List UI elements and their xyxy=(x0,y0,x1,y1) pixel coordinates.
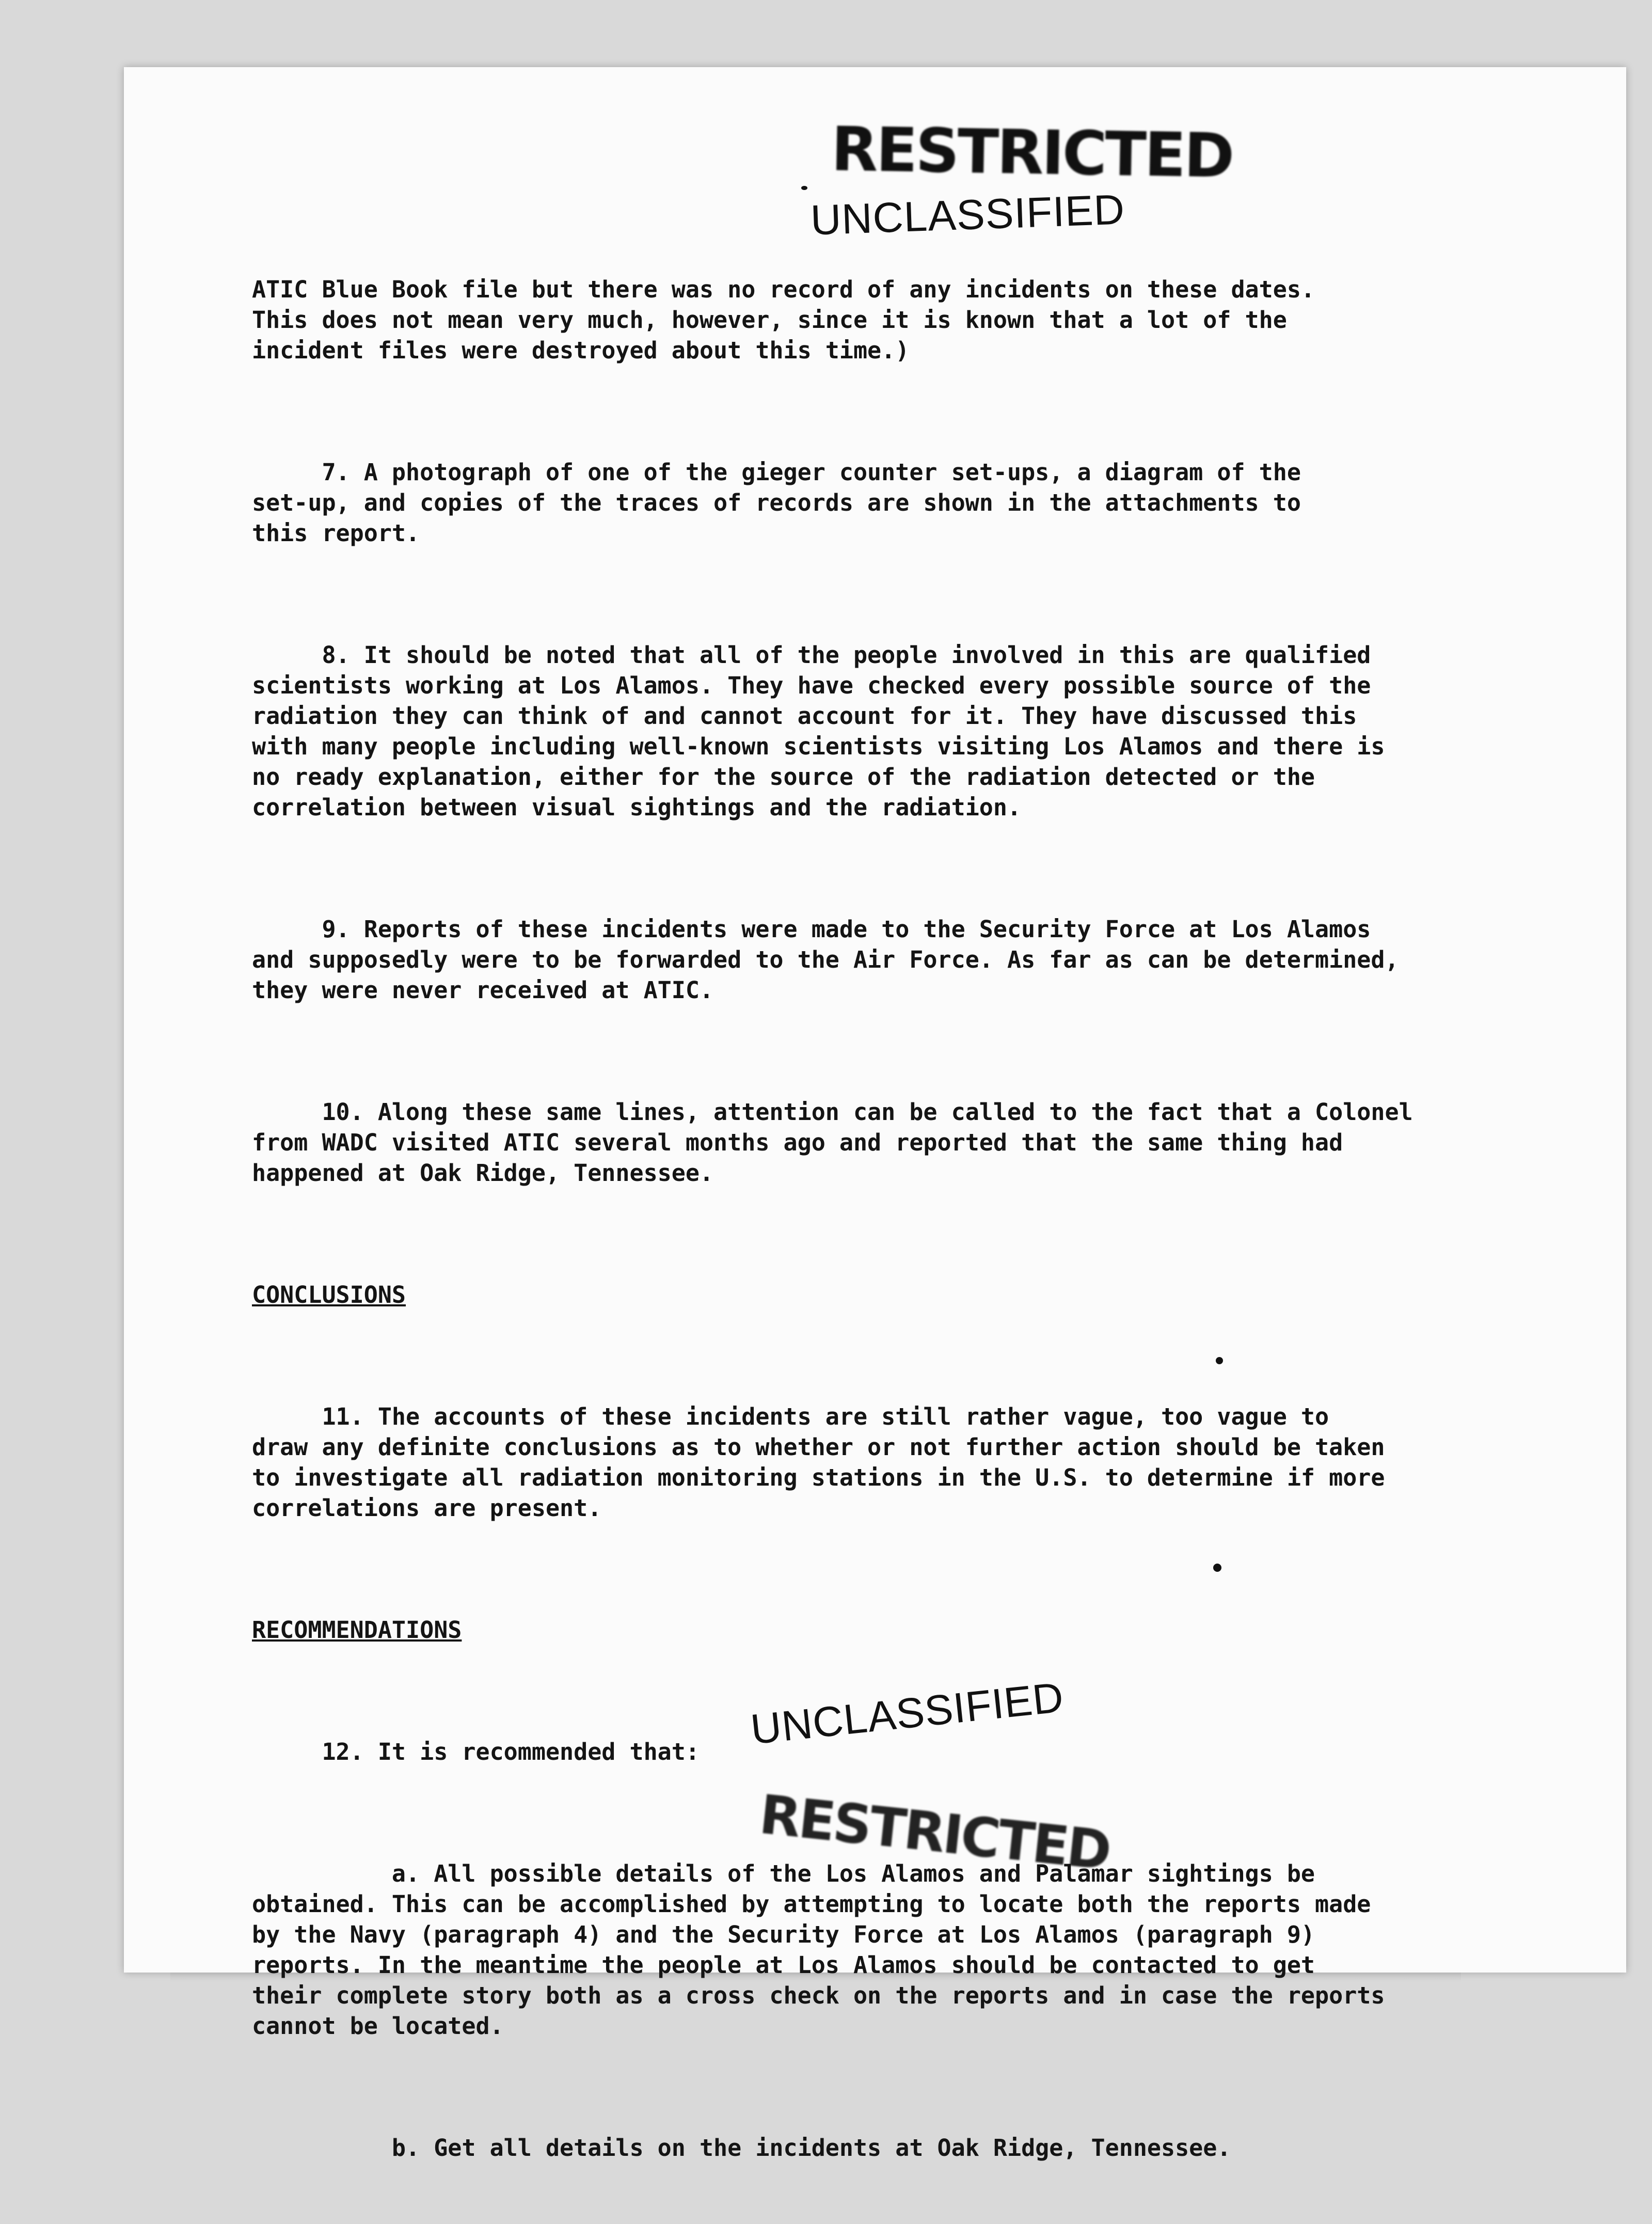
text-line: reports. In the meantime the people at Los Alamos should be contacted to get xyxy=(252,1951,1315,1979)
conclusions-heading: CONCLUSIONS xyxy=(252,1281,406,1308)
text-line: 8. It should be noted that all of the people involved in this are qualified xyxy=(252,641,1371,669)
text-line: to investigate all radiation monitoring stations in the U.S. to determine if more xyxy=(252,1464,1385,1491)
ink-speck xyxy=(1213,1564,1221,1572)
text-line: incident files were destroyed about this time.) xyxy=(252,337,910,364)
restricted-stamp-top: RESTRICTED xyxy=(830,113,1233,192)
text-line: they were never received at ATIC. xyxy=(252,976,714,1004)
text-line: draw any definite conclusions as to whether or not further action should be taken xyxy=(252,1433,1385,1461)
paragraph-8 xyxy=(252,640,1574,823)
paragraph-gap xyxy=(252,2072,1574,2102)
paragraph-gap xyxy=(252,1219,1574,1249)
ink-speck xyxy=(1216,1357,1223,1364)
document-body xyxy=(252,244,1574,2224)
text-line: a. All possible details of the Los Alamos and Palamar sightings be xyxy=(252,1860,1315,1887)
text-line: 9. Reports of these incidents were made to the Security Force at Los Alamos xyxy=(252,916,1371,943)
text-line: with many people including well-known scientists visiting Los Alamos and there is xyxy=(252,733,1385,760)
restricted-stamp-bottom: RESTRICTED xyxy=(756,1783,1113,1883)
paragraph-10 xyxy=(252,1097,1574,1188)
text-line: correlation between visual sightings and the radiation. xyxy=(252,794,1022,821)
text-line: happened at Oak Ridge, Tennessee. xyxy=(252,1159,714,1187)
paragraph-9 xyxy=(252,914,1574,1005)
unclassified-stamp-bottom: UNCLASSIFIED xyxy=(748,1674,1066,1754)
text-line: scientists working at Los Alamos. They have checked every possible source of the xyxy=(252,672,1371,699)
recommendations-heading: RECOMMENDATIONS xyxy=(252,1616,462,1644)
paragraph-12b: b. Get all details on the incidents at Oak Ridge, Tennessee. xyxy=(252,2134,1231,2162)
text-line: no ready explanation, either for the source of the radiation detected or the xyxy=(252,763,1315,791)
text-line: ATIC Blue Book file but there was no record of any incidents on these dates. xyxy=(252,276,1315,303)
text-line: set-up, and copies of the traces of records are shown in the attachments to xyxy=(252,489,1301,516)
paragraph-11 xyxy=(252,1401,1574,1523)
paragraph-12: 12. It is recommended that: xyxy=(252,1738,700,1765)
text-line: radiation they can think of and cannot account for it. They have discussed this xyxy=(252,702,1357,730)
document-page xyxy=(124,67,1626,2162)
unclassified-stamp-top: UNCLASSIFIED xyxy=(809,186,1126,244)
text-line: correlations are present. xyxy=(252,1494,602,1522)
text-line: 7. A photograph of one of the gieger counter set-ups, a diagram of the xyxy=(252,459,1301,486)
paragraph-gap xyxy=(252,1036,1574,1066)
text-line: cannot be located. xyxy=(252,2012,504,2040)
paragraph-gap xyxy=(252,1340,1574,1371)
intro-paragraph xyxy=(252,274,1574,366)
paragraph-12a xyxy=(252,1858,1574,2041)
paragraph-gap xyxy=(252,853,1574,884)
text-line: 10. Along these same lines, attention can be called to the fact that a Colonel xyxy=(252,1098,1413,1126)
text-line: 11. The accounts of these incidents are still rather vague, too vague to xyxy=(252,1403,1329,1430)
paragraph-gap xyxy=(252,1554,1574,1584)
paragraph-gap xyxy=(252,579,1574,609)
text-line: from WADC visited ATIC several months ago and reported that the same thing had xyxy=(252,1129,1343,1156)
text-line: by the Navy (paragraph 4) and the Security Force at Los Alamos (paragraph 9) xyxy=(252,1921,1315,1948)
text-line: their complete story both as a cross check on the reports and in case the reports xyxy=(252,1982,1385,2009)
text-line: and supposedly were to be forwarded to the Air Force. As far as can be determined, xyxy=(252,946,1399,973)
text-line: this report. xyxy=(252,519,420,547)
paragraph-7 xyxy=(252,457,1574,548)
paragraph-gap xyxy=(252,396,1574,427)
text-line: obtained. This can be accomplished by attempting to locate both the reports made xyxy=(252,1890,1371,1918)
text-line: This does not mean very much, however, since it is known that a lot of the xyxy=(252,306,1287,334)
ink-speck xyxy=(801,186,807,190)
